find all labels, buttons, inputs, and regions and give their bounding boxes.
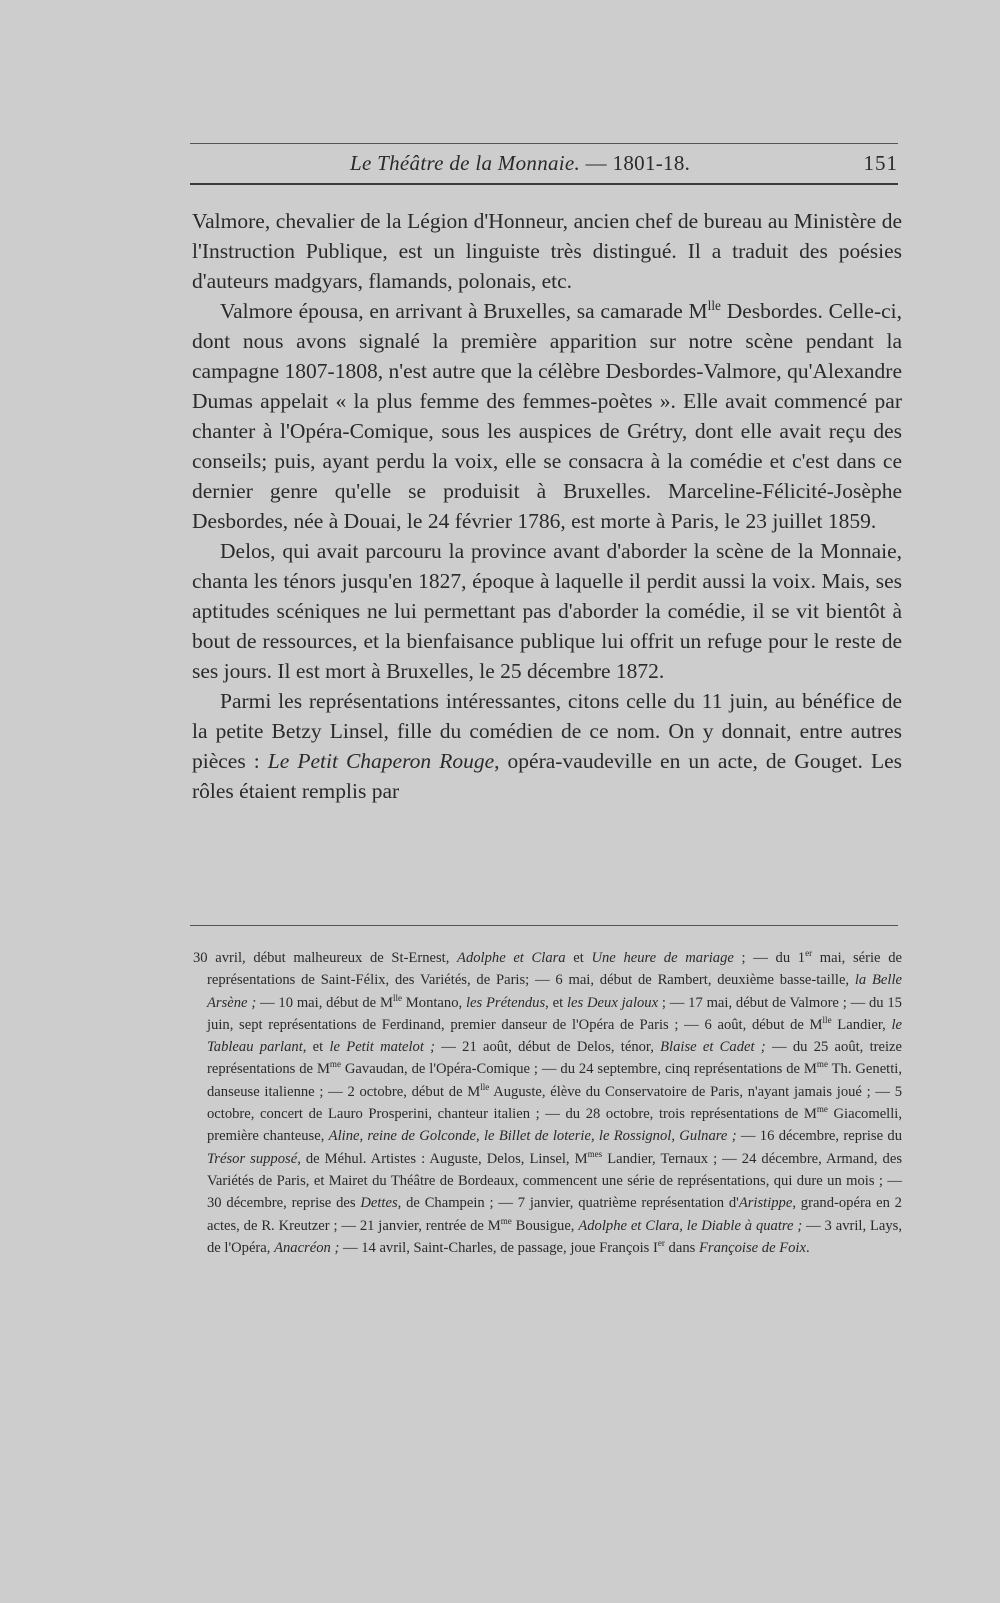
footnote-work-title: Françoise de Foix — [698, 1239, 806, 1256]
paragraph-4-start: Parmi les représentations intéressantes, citons celle du 11 juin, au bénéfice de la petite Betzy Linsel, fille du comédien de ce nom. On y donnait, entre autres pièces : — [192, 689, 902, 773]
running-title — [350, 147, 690, 179]
footnote-work-title: Dettes — [360, 1195, 398, 1212]
paragraph-4-rest: , opéra-vaudeville en un acte, de Gouget. Les rôles étaient remplis par — [192, 749, 902, 803]
footnote-text-segment: — du 25 août, treize représentations de M — [207, 1039, 903, 1078]
footnote-work-title: Blaise et Cadet ; — [660, 1039, 766, 1056]
footnote-text-segment: — 14 avril, Saint-Charles, de passage, joue François I — [339, 1239, 658, 1256]
footnote-superscript: er — [657, 1238, 665, 1248]
footnote-text-segment: 30 avril, début malheureux de St-Ernest, — [193, 950, 458, 966]
footnote-work-title: le Petit matelot ; — [329, 1039, 436, 1056]
header-top-rule — [190, 143, 898, 144]
footnote-superscript: lle — [822, 1015, 832, 1026]
footnote-text-segment: , de Champein ; — 7 janvier, quatrième représentation d' — [397, 1195, 739, 1212]
footnote-superscript: er — [805, 948, 813, 959]
footnote-text-segment: — 3 avril, Lays, de l'Opéra, — [207, 1217, 902, 1256]
footnote-work-title: Adolphe et Clara, le Diable à quatre ; — [578, 1217, 803, 1234]
footnote-text-segment: ; — du 1 — [733, 950, 806, 966]
footnote-text-segment: , grand-opéra en 2 actes, de R. Kreutzer ; — 21 janvier, rentrée de M — [207, 1195, 902, 1234]
footnote-text-segment: — 21 août, début de Delos, ténor, — [435, 1039, 661, 1056]
paragraph-2-start: Valmore épousa, en arrivant à Bruxelles, sa camarade M — [220, 299, 708, 323]
footnote-work-title: les Prétendus — [465, 994, 546, 1011]
running-title-separator: — — [585, 151, 607, 175]
footnote-work-title: les Deux jaloux — [566, 994, 659, 1011]
footnote-text-segment: Th. Genetti, danseuse italienne ; — 2 octobre, début de M — [207, 1061, 902, 1100]
footnote-superscript: me — [816, 1104, 828, 1115]
footnote-work-title: Anacréon ; — [274, 1239, 340, 1256]
paragraph-4-work-title: Le Petit Chaperon Rouge — [267, 749, 495, 773]
footnote-superscript: me — [329, 1059, 341, 1070]
footnote-text-segment: , et — [545, 994, 567, 1011]
footnote-superscript: me — [816, 1059, 828, 1070]
paragraph-3: Delos, qui avait parcouru la province avant d'aborder la scène de la Monnaie, chanta les ténors jusqu'en 1827, époque à laquelle il perdit aussi la voix. Mais, ses aptitudes scéniques ne lui permettant pas d'aborder la comédie, il se vit bientôt à bout de ressources, et la bienfaisance publique lui offrit un refuge pour le reste de ses jours. Il est mort à Bruxelles, le 25 décembre 1872. — [192, 539, 902, 683]
running-title-text: Le Théâtre de la Monnaie. — [350, 151, 581, 175]
footnote-work-title: Trésor supposé — [207, 1150, 298, 1167]
footnote-text-segment: , et — [302, 1039, 330, 1056]
paragraph-2 — [192, 296, 902, 536]
footnote — [193, 947, 903, 1259]
footnote-text-segment: Bousigue, — [511, 1217, 579, 1234]
footnote-text-segment: . — [805, 1239, 810, 1256]
footnote-superscript: mes — [587, 1148, 603, 1159]
running-header — [190, 147, 898, 179]
paragraph-2-rest: Desbordes. Celle-ci, dont nous avons signalé la première apparition sur notre scène pendant la campagne 1807-1808, n'est autre que la célèbre Desbordes-Valmore, qu'Alexandre Dumas appelait « la plus femme des femmes-poètes ». Elle avait commencé par chanter à l'Opéra-Comique, sous les auspices de Grétry, dont elle avait reçu des conseils; puis, ayant perdu la voix, elle se consacra à la comédie et c'est dans ce dernier genre qu'elle se produisit à Bruxelles. Marceline-Félicité-Josèphe Desbordes, née à Douai, le 24 février 1786, est morte à Paris, le 23 juillet 1859. — [192, 299, 902, 533]
footnote-superscript: lle — [392, 992, 402, 1003]
footnote-text-segment: Landier, Ternaux ; — 24 décembre, Armand, des Variétés de Paris, et Mairet du Théâtre de Bordeaux, commencent une série de représentations, qui dure un mois ; — 30 décembre, reprise des — [207, 1150, 902, 1212]
footnote-text-segment: Auguste, élève du Conservatoire de Paris, n'ayant jamais joué ; — 5 octobre, concert de Lauro Prosperini, chanteur italien ; — du 28 octobre, trois représentations de M — [207, 1083, 903, 1123]
paragraph-4 — [192, 686, 902, 806]
footnote-text — [193, 947, 903, 1259]
footnote-text-segment: Landier, — [831, 1016, 892, 1033]
footnote-work-title: le Tableau parlant — [207, 1016, 902, 1056]
main-text — [192, 206, 902, 806]
footnote-work-title: Aline, reine de Golconde, le Billet de loterie, le Rossignol, Gulnare ; — [328, 1128, 737, 1145]
footnote-work-title: Aristippe — [738, 1195, 793, 1212]
footnote-text-segment: et — [565, 950, 592, 966]
footnote-rule — [190, 925, 898, 926]
footnote-text-segment: Gavaudan, de l'Opéra-Comique ; — du 24 septembre, cinq représentations de M — [340, 1061, 817, 1078]
footnote-work-title: Adolphe et Clara — [457, 950, 566, 966]
footnote-superscript: lle — [480, 1081, 490, 1092]
footnote-text-segment: — 16 décembre, reprise du — [736, 1128, 902, 1145]
footnote-text-segment: mai, série de représentations de Saint-Félix, des Variétés, de Paris; — 6 mai, début de Rambert, deuxième basse-taille, — [207, 950, 902, 989]
footnote-text-segment: Giacomelli, première chanteuse, — [207, 1106, 902, 1145]
footnote-text-segment: Montano, — [402, 994, 466, 1011]
footnote-text-segment: ; — 17 mai, début de Valmore ; — du 15 juin, sept représentations de Ferdinand, premier danseur de l'Opéra de Paris ; — 6 août, début de M — [207, 994, 902, 1033]
footnote-text-segment: — 10 mai, début de M — [256, 994, 393, 1011]
paragraph-2-superscript: lle — [707, 297, 721, 313]
running-title-years: 1801-18. — [612, 151, 691, 175]
footnote-work-title: Une heure de mariage — [591, 950, 734, 966]
footnote-work-title: la Belle Arsène ; — [207, 972, 902, 1011]
footnote-text-segment: , de Méhul. Artistes : Auguste, Delos, Linsel, M — [297, 1150, 588, 1167]
page-number: 151 — [863, 151, 898, 175]
footnote-superscript: me — [500, 1215, 512, 1226]
footnote-text-segment: dans — [664, 1239, 699, 1256]
header-bottom-rule — [190, 183, 898, 185]
paragraph-1: Valmore, chevalier de la Légion d'Honneur, ancien chef de bureau au Ministère de l'Instruction Publique, est un linguiste très distingué. Il a traduit des poésies d'auteurs madgyars, flamands, polonais, etc. — [192, 209, 902, 293]
